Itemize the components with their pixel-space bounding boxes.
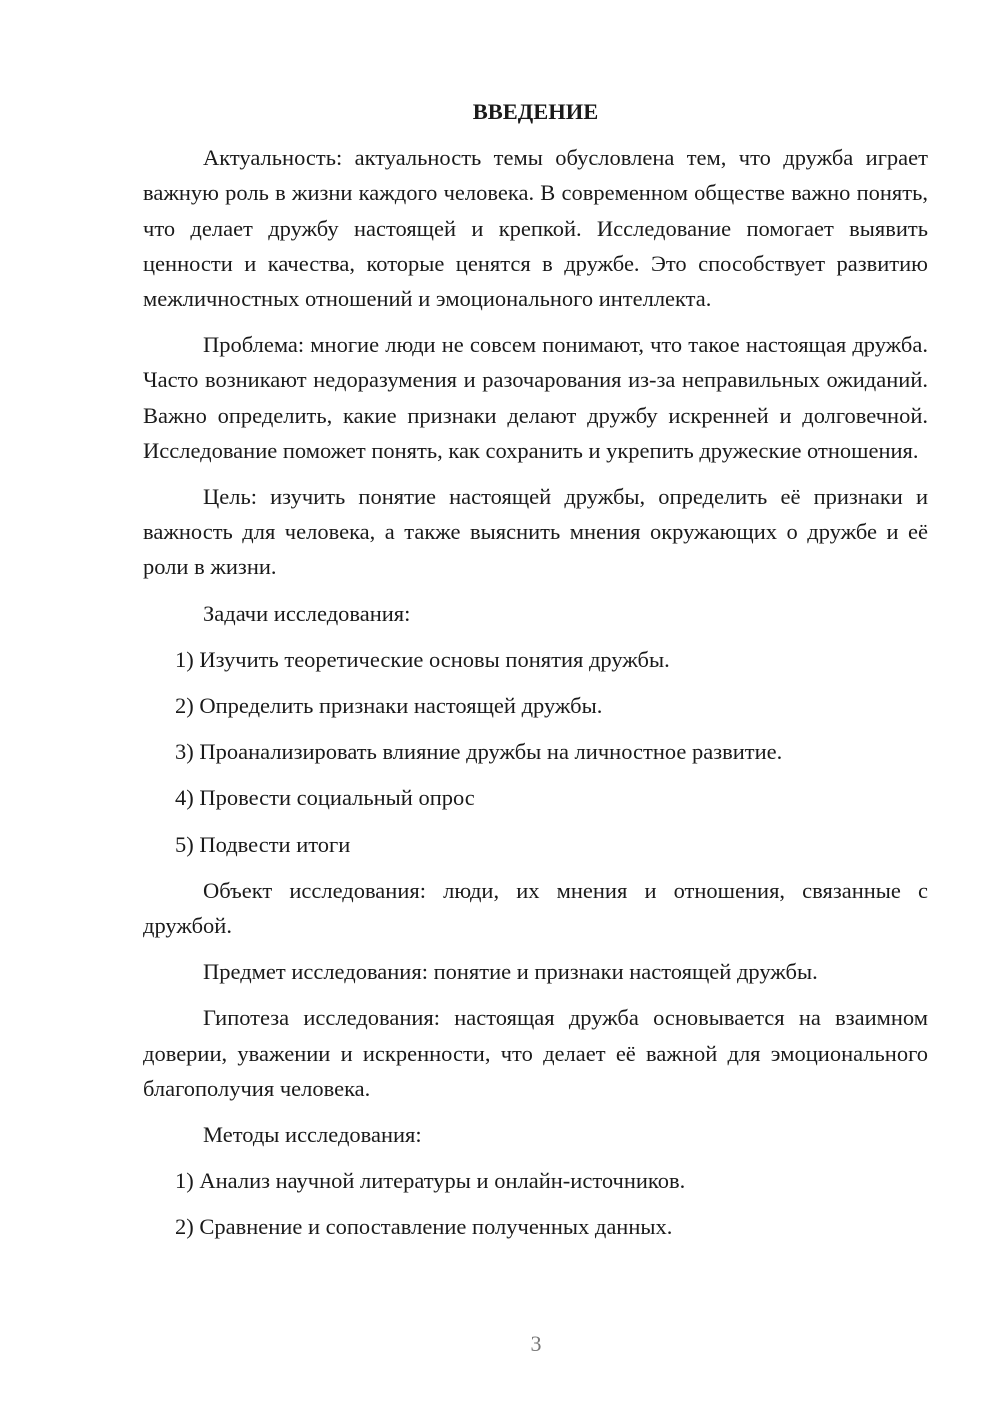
goal-paragraph: Цель: изучить понятие настоящей дружбы, определить её признаки и важность для человека, а также выяснить мнения окружающих о дружбе и её роли в жизни.: [143, 484, 928, 580]
methods-list: [143, 1163, 928, 1244]
subject-paragraph: Предмет исследования: понятие и признаки настоящей дружбы.: [203, 959, 818, 985]
methods-heading: Методы исследования:: [203, 1122, 422, 1148]
hypothesis-paragraph: Гипотеза исследования: настоящая дружба основывается на взаимном доверии, уважении и искренности, что делает её важной для эмоционального благополучия человека.: [143, 1005, 928, 1101]
section-title: ВВЕДЕНИЕ: [472, 99, 599, 124]
problem-paragraph: Проблема: многие люди не совсем понимают, что такое настоящая дружба. Часто возникают недоразумения и разочарования из-за неправильных ожиданий. Важно определить, какие признаки делают дружбу искренней и долговечной. Исследование поможет понять, как сохранить и укрепить дружеские отношения.: [143, 332, 928, 463]
page-number: 3: [530, 1331, 542, 1356]
task-item-5: 5) Подвести итоги: [175, 831, 351, 857]
task-item-4: 4) Провести социальный опрос: [175, 785, 475, 811]
task-item-2: 2) Определить признаки настоящей дружбы.: [175, 693, 603, 719]
tasks-list: [143, 642, 928, 862]
page-content: [143, 94, 928, 1256]
task-item-1: 1) Изучить теоретические основы понятия дружбы.: [175, 646, 670, 672]
relevance-paragraph: Актуальность: актуальность темы обусловлена тем, что дружба играет важную роль в жизни каждого человека. В современном обществе важно понять, что делает дружбу настоящей и крепкой. Исследование помогает выявить ценности и качества, которые ценятся в дружбе. Это способствует развитию межличностных отношений и эмоционального интеллекта.: [143, 145, 928, 312]
method-item-2: 2) Сравнение и сопоставление полученных данных.: [175, 1214, 673, 1240]
tasks-heading: Задачи исследования:: [203, 600, 411, 626]
task-item-3: 3) Проанализировать влияние дружбы на личностное развитие.: [175, 739, 783, 765]
object-paragraph: Объект исследования: люди, их мнения и отношения, связанные с дружбой.: [143, 877, 928, 939]
method-item-1: 1) Анализ научной литературы и онлайн-источников.: [175, 1168, 686, 1194]
